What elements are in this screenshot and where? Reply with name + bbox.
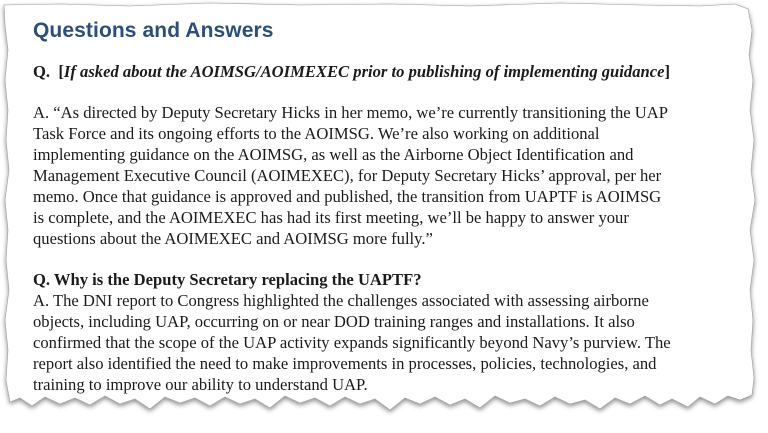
answer-2-line: objects, including UAP, occurring on or near DOD training ranges and installations. It also xyxy=(33,312,635,331)
answer-1 xyxy=(33,102,741,249)
question-1-open-bracket: [ xyxy=(58,62,64,81)
document-body xyxy=(33,18,741,395)
answer-2-line: A. The DNI report to Congress highlighted the challenges associated with assessing airborne xyxy=(33,291,649,310)
question-2: Q. Why is the Deputy Secretary replacing the UAPTF? xyxy=(33,270,422,289)
answer-2-line: confirmed that the scope of the UAP activity expands significantly beyond Navy’s purview. The xyxy=(33,333,671,352)
question-1 xyxy=(33,61,741,82)
answer-1-line: memo. Once that guidance is approved and published, the transition from UAPTF is AOIMSG xyxy=(33,187,662,206)
answer-1-line: Management Executive Council (AOIMEXEC), for Deputy Secretary Hicks’ approval, per her xyxy=(33,166,662,185)
question-1-close-bracket: ] xyxy=(664,62,670,81)
question-1-text: If asked about the AOIMSG/AOIMEXEC prior to publishing of implementing guidance xyxy=(63,62,665,81)
answer-2 xyxy=(33,290,741,395)
answer-1-line: Task Force and its ongoing efforts to the AOIMSG. We’re also working on additional xyxy=(33,124,600,143)
answer-1-line: implementing guidance on the AOIMSG, as well as the Airborne Object Identification and xyxy=(33,145,634,164)
answer-1-line: A. “As directed by Deputy Secretary Hicks in her memo, we’re currently transitioning the UAP xyxy=(33,103,668,122)
question-1-label: Q. xyxy=(33,62,51,81)
page-title: Questions and Answers xyxy=(33,19,274,42)
answer-1-line: is complete, and the AOIMEXEC has had its first meeting, we’ll be happy to answer your xyxy=(33,208,629,227)
answer-2-line: report also identified the need to make improvements in processes, policies, technologies, and xyxy=(33,354,657,373)
answer-2-line: training to improve our ability to understand UAP. xyxy=(33,375,368,394)
answer-1-line: questions about the AOIMEXEC and AOIMSG more fully.” xyxy=(33,229,433,248)
